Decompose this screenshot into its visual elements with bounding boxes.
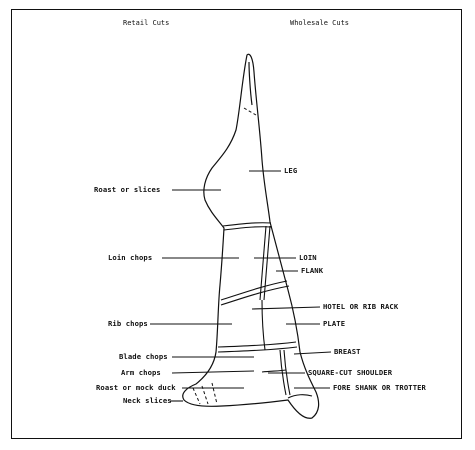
label-neck-slices: Neck slices xyxy=(123,396,172,405)
carcass-outline xyxy=(183,54,319,418)
label-plate: PLATE xyxy=(323,319,346,328)
label-loin-chops: Loin chops xyxy=(108,253,153,262)
label-fore-shank-or-trotter: FORE SHANK OR TROTTER xyxy=(333,383,426,392)
wholesale-cuts-header: Wholesale Cuts xyxy=(290,19,350,27)
label-blade-chops: Blade chops xyxy=(119,352,168,361)
retail-leader-lines xyxy=(150,190,254,401)
label-flank: FLANK xyxy=(301,266,324,275)
label-square-cut-shoulder: SQUARE-CUT SHOULDER xyxy=(308,368,393,377)
label-loin: LOIN xyxy=(299,253,317,262)
label-rib-chops: Rib chops xyxy=(108,319,148,328)
label-roast-or-mock-duck: Roast or mock duck xyxy=(96,383,176,392)
leader-arm-chops xyxy=(172,371,254,373)
label-hotel-or-rib-rack: HOTEL OR RIB RACK xyxy=(323,302,399,311)
retail-cuts-header: Retail Cuts xyxy=(123,19,170,27)
label-arm-chops: Arm chops xyxy=(121,368,161,377)
cut-divisions xyxy=(193,108,312,404)
label-breast: BREAST xyxy=(334,347,361,356)
label-leg: LEG xyxy=(284,166,298,175)
label-roast-or-slices: Roast or slices xyxy=(94,185,161,194)
